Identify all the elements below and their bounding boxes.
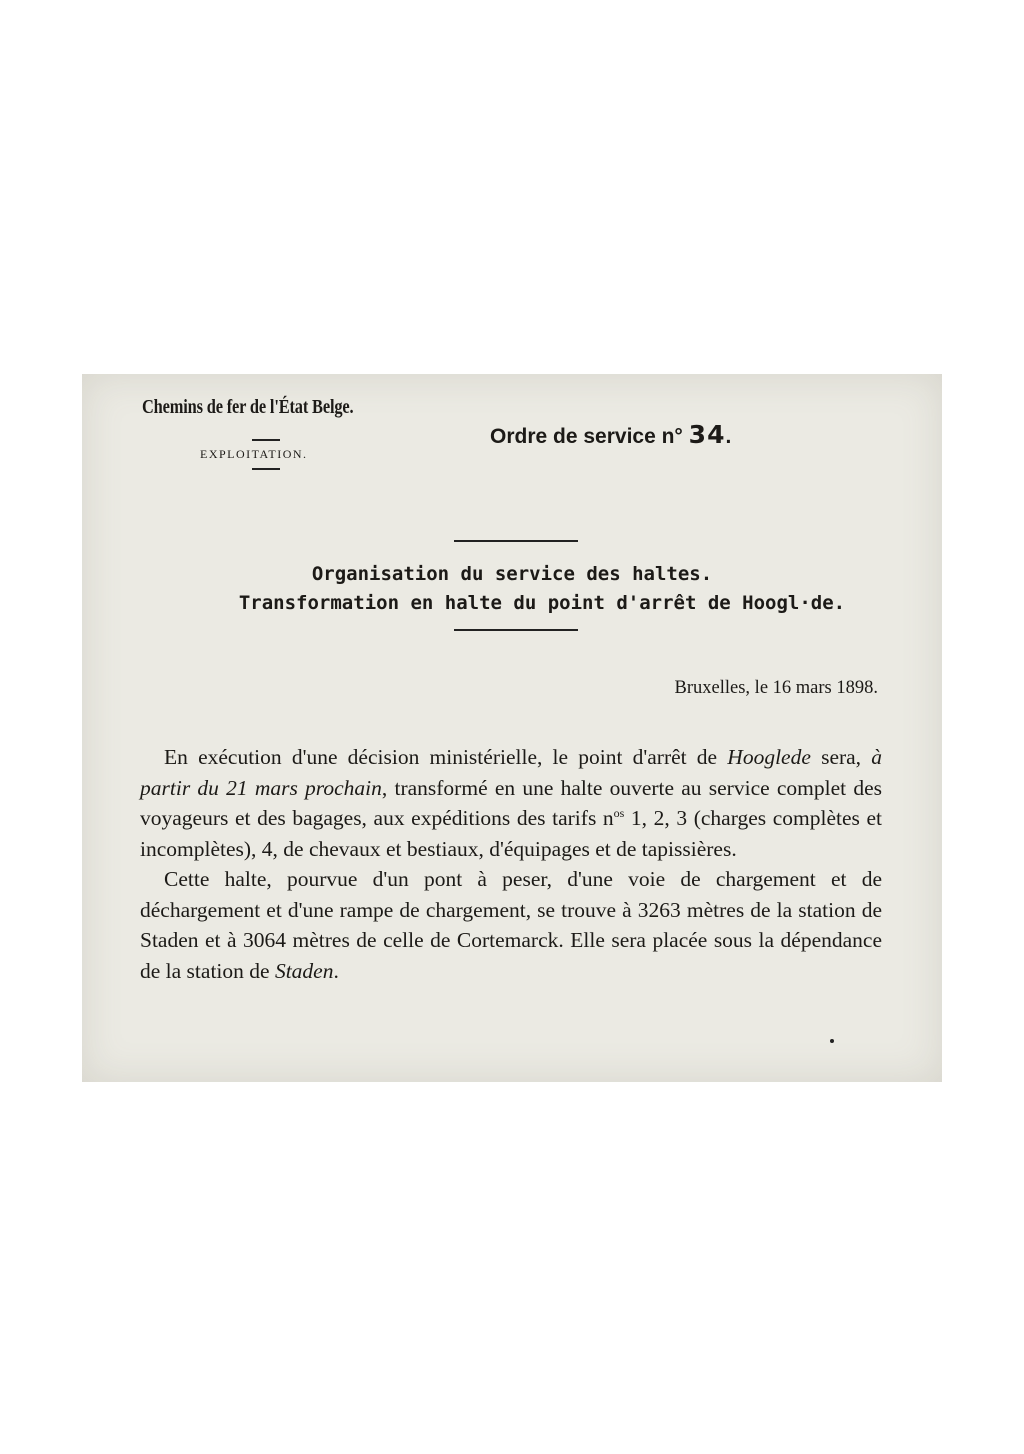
order-prefix: Ordre de service n°	[490, 425, 683, 448]
p1-place-name: Hooglede	[727, 745, 811, 769]
p1-text-c: sera,	[810, 745, 872, 769]
order-suffix: .	[725, 425, 732, 448]
p2-text-a: Cette halte, pourvue d'un pont à peser, d'une voie de chargement et de déchargement et d'une rampe de chargement, se trouve à 3263 mètres de la station de Staden et à 3064 mètres de celle de Cortemarck. Elle sera placée sous la dépendance de la station de	[140, 867, 882, 983]
divider-top	[454, 540, 578, 542]
railway-name: Chemins de fer de l'État Belge.	[142, 396, 354, 418]
body-text	[140, 742, 882, 986]
letterhead-rule-bottom	[252, 468, 280, 470]
p1-text-e: , transformé en une halte ouverte au service complet des voyageurs et des bagages, aux expéditions des tarifs n	[140, 775, 882, 830]
p1-superscript: os	[613, 805, 625, 820]
document-titles	[82, 560, 942, 618]
divider-bottom	[454, 629, 578, 631]
p1-text-g: 1, 2, 3 (charges complètes et incomplètes), 4, de chevaux et bestiaux, d'équipages et de tapissières.	[140, 806, 882, 861]
letterhead	[142, 396, 402, 470]
title-line-1: Organisation du service des haltes.	[311, 563, 713, 585]
order-number: 34	[688, 420, 726, 449]
letterhead-rule-top	[252, 439, 280, 441]
title-line-2: Transformation en halte du point d'arrêt de Hoogl·de.	[238, 592, 846, 614]
paragraph-2	[140, 864, 882, 986]
ink-speck	[830, 1039, 834, 1043]
dateline: Bruxelles, le 16 mars 1898.	[674, 678, 878, 698]
p1-text-a: En exécution d'une décision ministérielle, le point d'arrêt de	[164, 745, 728, 769]
scanned-document	[82, 374, 942, 1082]
p2-station-name: Staden	[274, 958, 334, 983]
department-label: EXPLOITATION.	[200, 447, 308, 461]
p1-effective-date: à partir du 21 mars prochain	[140, 745, 882, 800]
order-heading	[490, 420, 731, 449]
paragraph-1	[140, 742, 882, 864]
p2-text-c: .	[333, 958, 339, 983]
